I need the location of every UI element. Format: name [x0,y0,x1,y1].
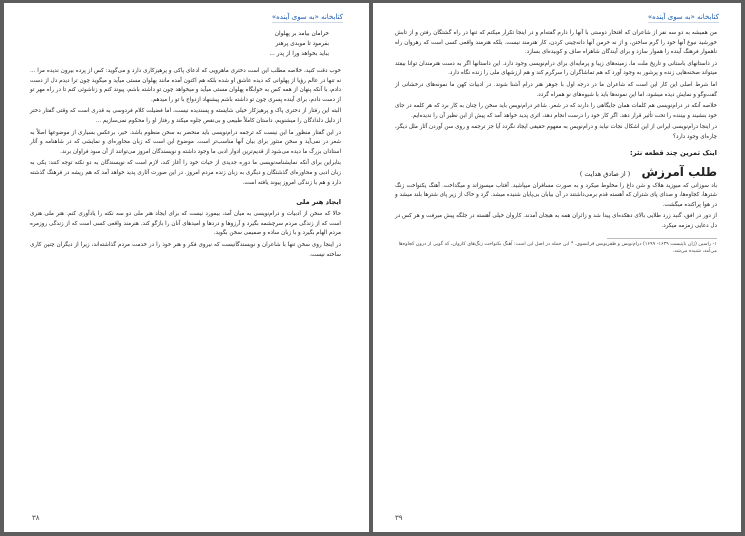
paragraph: در داستانهای باستانی و تاریخ ملت ما، زمینه‌های زیبا و پرمایه‌ای برای درام‌نویسی وجود دارد. این داستانها اگر به دست هنرمندان توانا بیفتد میتواند صحنه‌هایی زنده و پرشور به وجود آورد که هم تماشاگران را سرگرم کند و هم ارزشهای ملی را زنده نگاه دارد. [395,60,717,77]
paragraph: خوب دقت کنید، خلاصه مطلب این است دختری ماهرویی که ادعای پاکی و پرهیزکاری دارد و می‌گوید: کس از پرده بیرون ندیده مرا ... نه تنها در عالم رؤیا از پهلوانی که دیده عاشق او شده بلکه هم اکنون آمده مانند پهلوان مستی میآید و میگوید چون ترا دیدم دل از دست دادم، با آنکه پنهان از همه کس به خوابگاه پهلوان مستی میآید و میخواهد چون تو داشته باشم، پیوند کنم و زناشوئی کنم تا در راه مهر تو از دست دادم، برای آینده پسری چون تو داشته باشم پیشنهاد ازدواج با تو را میدهم. [30,68,341,103]
poem-line: بفرمود تا موبدی پرهنر [275,41,329,47]
paragraph: در اینجا درام‌نویسی ایرانی از این اشکال نجات نیابد و درام‌نویس به مفهوم حقیقی ایجاد نگردد آیا جز ترجمه و روی سن آوردن آثار ملل دیگر، چاره‌ای وجود دارد؟ [395,124,717,140]
right-page-body [395,29,717,255]
section-heading: ایجاد هنر ملی [296,198,341,207]
left-page-header: کتابخانه «به سوی آینده» [271,13,343,21]
left-page [4,3,369,532]
footnote: ۱- راسین (ژان باپتیست ۱۶۳۹- ۱۶۹۹) درام‌نویس و ظفرنویس فرانسوی. * این جمله در اصل این است: آهنگ یکنواخت زنگ‌های کاروان، که گویی از درون کجاوه‌ها می‌آمد، شنیده می‌شد. [398,241,717,254]
poem-line: بباید بخواهد ورا از پدر ... [269,51,329,57]
paragraph: باد سوزانی که میوزید هلاک و شن داغ را مخلوط میکرد و به صورت مسافران میپاشید. آفتاب میسوزاند و میگداخت. آهنگ یکنواخت زنگ شترها، کجاوه‌ها، و صدای پای شتران که آهسته قدم برمی‌داشتند در آن بیابان بی‌پایان شنیده میشد. گرد و خاک از زیر پای شترها بلند میشد و در هوا پراکنده میگشت. [395,182,717,208]
paragraph: اما شرط اصلی این کار این است که شاعران ما در درجه اول با جوهر هنر درام آشنا شوند. در ادبیات کهن ما نمونه‌های درخشانی از گفت‌وگو و نمایش دیده میشود، اما این نمونه‌ها باید با شیوه‌های نو همراه گردد. [395,81,717,98]
footnote-divider [607,238,717,239]
paragraph: خلاصه آنکه در درام‌نویسی هم کلمات همان جایگاهی را دارند که در شعر. شاعر درام‌نویس باید سخن را چنان به کار برد که هر کلمه در جای خود بنشیند و بیننده را تحت تأثیر قرار دهد. اگر کار خود را درست انجام دهد، اثری پدید خواهد آمد که پیش از این نظیر آن را ندیده‌ایم. [395,103,717,119]
right-page [373,3,741,532]
paragraph: از دور در افق، گنبد زرد طلایی بالای دهکده‌ای پیدا شد و زائران همه به هیجان آمدند. کاروان خیلی آهسته در جلگه پیش میرفت و هر کس در دل دعایی زمزمه میکرد. [395,213,717,229]
paragraph: من همیشه به دو سه نفر از شاعران که افتخار دوستی با آنها را دارم گفته‌ام و در اینجا تکرار میکنم که تنها در راه گشتگان رفتن و از تابش خورشید نبوغ آنها خود را گرم ساختن، و از نه خرمن آنها دانه‌چینی کردن، کار هنرمند نیست. بلکه هنرمند واقعی کسی است که رهروان راه ناهموار فرهنگ آینده را هموار سازد و برای آیندگان شاهراه صاف و کوبیده‌ای بسازد. [395,30,717,56]
right-page-header: کتابخانه «به سوی آینده» [647,13,719,21]
poem-line: خرامان بیامد بر پهلوان [274,31,329,37]
left-page-body [30,29,341,262]
paragraph: در این گفتار منظور ما این نیست که ترجمه درام‌نویسی باید منحصر به سخن منظوم باشد. خیر، برعکس بسیاری از موضوعها اصلاً به شعر در نمی‌آید و سخن منثور برای بیان آنها مناسب‌تر است. موضوع این است که زبان محاوره‌ای و نمایشی که در شاهنامه و آثار استادان بزرگ ما دیده می‌شود از قدیم‌ترین ادوار ادبی ما وجود داشته و نویسندگان امروز می‌توانند از آن سود فراوان برند. [30,129,341,155]
paragraph: حالا که سخن از ادبیات و درام‌نویسی به میان آمد، بیمورد نیست که برای ایجاد هنر ملی دو سه نکته را یادآوری کنم. هنر ملی هنری است که از زندگی مردم سرچشمه بگیرد و آرزوها و دردها و امیدهای آنان را بازگو کند. هنرمند واقعی کسی است که از زندگی روزمره مردم الهام بگیرد و با زبان ساده و صمیمی سخن بگوید. [30,211,341,237]
story-title: طلب آمرزش [641,164,717,179]
exercise-heading: اینک تمرین چند قطعه نثر: [630,148,717,157]
poem-block [30,29,341,59]
page-number: ۳۸ [32,514,40,522]
paragraph: در اینجا روی سخن تنها با شاعران و نویسندگانیست که نیروی فکر و هنر خود را در خدمت مردم گذاشته‌اند، زیرا از دیگران چنین کاری ساخته نیست. [30,241,341,258]
story-author: ( از صادق هدایت ) [579,169,631,178]
story-title-row [395,161,717,182]
paragraph: بنابراین برای آنکه نمایشنامه‌نویسی ما دوره جدیدی از حیات خود را آغاز کند، لازم است که نویسندگان به دو نکته توجه کنند: یکی به زبان ادبی و محاوره‌ای گذشتگان و دیگری به زبان زنده مردم امروز. در این صورت آثاری پدید خواهد آمد که هم ریشه در فرهنگ گذشته دارد و هم با زندگی امروز پیوند یافته است. [30,160,341,186]
page-number: ۳۹ [395,514,403,522]
paragraph: البته این رفتار از دختری پاک و پرهیزکار خیلی شایسته و پسندیده نیست، اما فضیلت کلام فردوسی به قدری است که وقتی گفتار دختر از دلیل دلدادگان را میشنویم، داستان کاملاً طبیعی و بی‌نقص جلوه میکند و رفتار او را محکوم نمی‌سازیم ... [30,108,341,124]
